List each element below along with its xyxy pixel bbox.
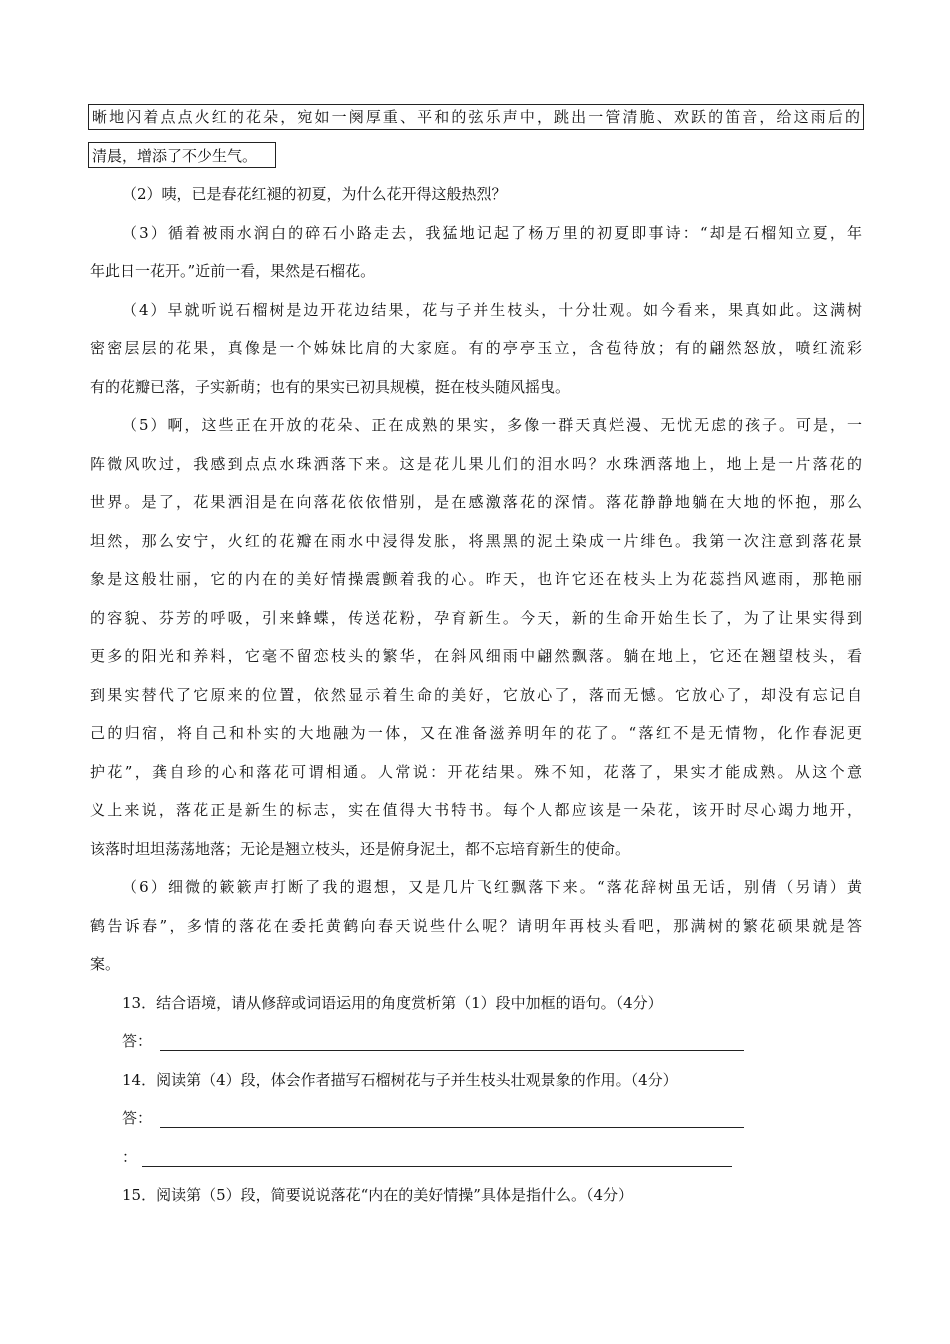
paragraph-line: （2）咦，已是春花红褪的初夏，为什么花开得这般热烈？	[122, 185, 507, 203]
paragraph-line: 密密层层的花果，真像是一个姊妹比肩的大家庭。有的亭亭玉立，含苞待放；有的翩然怒放，喷红流彩	[90, 339, 862, 357]
boxed-line-1: 晰地闪着点点火红的花朵，宛如一阕厚重、平和的弦乐声中，跳出一管清脆、欢跃的笛音，给这雨后的	[92, 108, 860, 126]
question-15	[90, 1176, 862, 1215]
paragraph-line: 己的归宿，将自己和朴实的大地融为一体，又在准备滋养明年的花了。“落红不是无情物，化作春泥更	[90, 724, 862, 742]
paragraph-line: 世界。是了，花果洒泪是在向落花依依惜别，是在感激落花的深情。落花静静地躺在大地的怀抱，那么	[90, 493, 862, 511]
answer-line[interactable]	[90, 1138, 862, 1177]
answer-label: 答：	[122, 1109, 153, 1127]
text-frame-line-1	[88, 104, 864, 130]
text-frame-line-2	[88, 142, 276, 168]
paragraph-line: 坦然，那么安宁，火红的花瓣在雨水中浸得发胀，将黑黑的泥土染成一片绯色。我第一次注意到落花景	[90, 531, 862, 550]
paragraph-line: （3）循着被雨水润白的碎石小路走去，我猛地记起了杨万里的初夏即事诗：“却是石榴知立夏，年	[122, 223, 862, 242]
paragraph-line: 阵微风吹过，我感到点点水珠洒落下来。这是花儿果儿们的泪水吗？水珠洒落地上，地上是一片落花的	[90, 454, 862, 473]
paragraph-6	[90, 868, 862, 984]
paragraph-line: 年此日一花开。”近前一看，果然是石榴花。	[90, 262, 376, 280]
answer-underline	[160, 1107, 744, 1128]
paragraph-line: 案。	[90, 955, 121, 973]
answer-underline	[160, 1030, 744, 1051]
question-text: 13．结合语境，请从修辞或词语运用的角度赏析第（1）段中加框的语句。（4分）	[122, 993, 663, 1012]
paragraph-line: 到果实替代了它原来的位置，依然显示着生命的美好，它放心了，落而无憾。它放心了，却没有忘记自	[90, 685, 862, 704]
question-13	[90, 984, 862, 1061]
boxed-sentence	[90, 98, 862, 175]
paragraph-line: （5）啊，这些正在开放的花朵、正在成熟的果实，多像一群天真烂漫、无忧无虑的孩子。可是，一	[122, 416, 862, 434]
paragraph-line: 象是这般壮丽，它的内在的美好情操震颤着我的心。昨天，也许它还在枝头上为花蕊挡风遮雨，那艳丽	[90, 570, 862, 588]
answer-label: 答：	[122, 1032, 153, 1050]
answer-line[interactable]	[90, 1022, 862, 1061]
paragraph-line: 的容貌、芬芳的呼吸，引来蜂蝶，传送花粉，孕育新生。今天，新的生命开始生长了，为了让果实得到	[90, 608, 862, 627]
paragraph-line: 该落时坦坦荡荡地落；无论是翘立枝头，还是俯身泥土，都不忘培育新生的使命。	[90, 839, 631, 858]
paragraph-2	[90, 175, 862, 214]
boxed-line-2: 清晨，增添了不少生气。	[92, 146, 258, 165]
paragraph-line: 鹤告诉春”，多情的落花在委托黄鹤向春天说些什么呢？请明年再枝头看吧，那满树的繁花硕果就是答	[90, 916, 862, 935]
paragraph-line: 有的花瓣已落，子实新萌；也有的果实已初具规模，挺在枝头随风摇曳。	[90, 377, 571, 396]
answer-underline	[142, 1146, 732, 1167]
paragraph-line: 义上来说，落花正是新生的标志，实在值得大书特书。每个人都应该是一朵花，该开时尽心竭力地开，	[90, 801, 862, 819]
paragraph-line: （6）细微的簌簌声打断了我的遐想，又是几片飞红飘落下来。“落花辞树虽无话，别倩（另请）黄	[122, 878, 862, 896]
paragraph-line: 更多的阳光和养料，它毫不留恋枝头的繁华，在斜风细雨中翩然飘落。躺在地上，它还在翘望枝头，看	[90, 647, 862, 665]
question-text: 14．阅读第（4）段，体会作者描写石榴树花与子并生枝头壮观景象的作用。（4分）	[122, 1070, 678, 1089]
answer-line[interactable]	[90, 1099, 862, 1138]
question-14	[90, 1061, 862, 1177]
question-text: 15．阅读第（5）段，简要说说落花“内在的美好情操”具体是指什么。（4分）	[122, 1186, 634, 1204]
reading-passage	[90, 98, 862, 1215]
paragraph-line: （4）早就听说石榴树是边开花边结果，花与子并生枝头，十分壮观。如今看来，果真如此。这满树	[122, 300, 862, 319]
paragraph-3	[90, 214, 862, 291]
paragraph-line: 护花”，龚自珍的心和落花可谓相通。人常说：开花结果。殊不知，花落了，果实才能成熟。从这个意	[90, 762, 862, 781]
paragraph-4	[90, 291, 862, 407]
answer-label: ：	[122, 1147, 138, 1166]
paragraph-5	[90, 406, 862, 868]
